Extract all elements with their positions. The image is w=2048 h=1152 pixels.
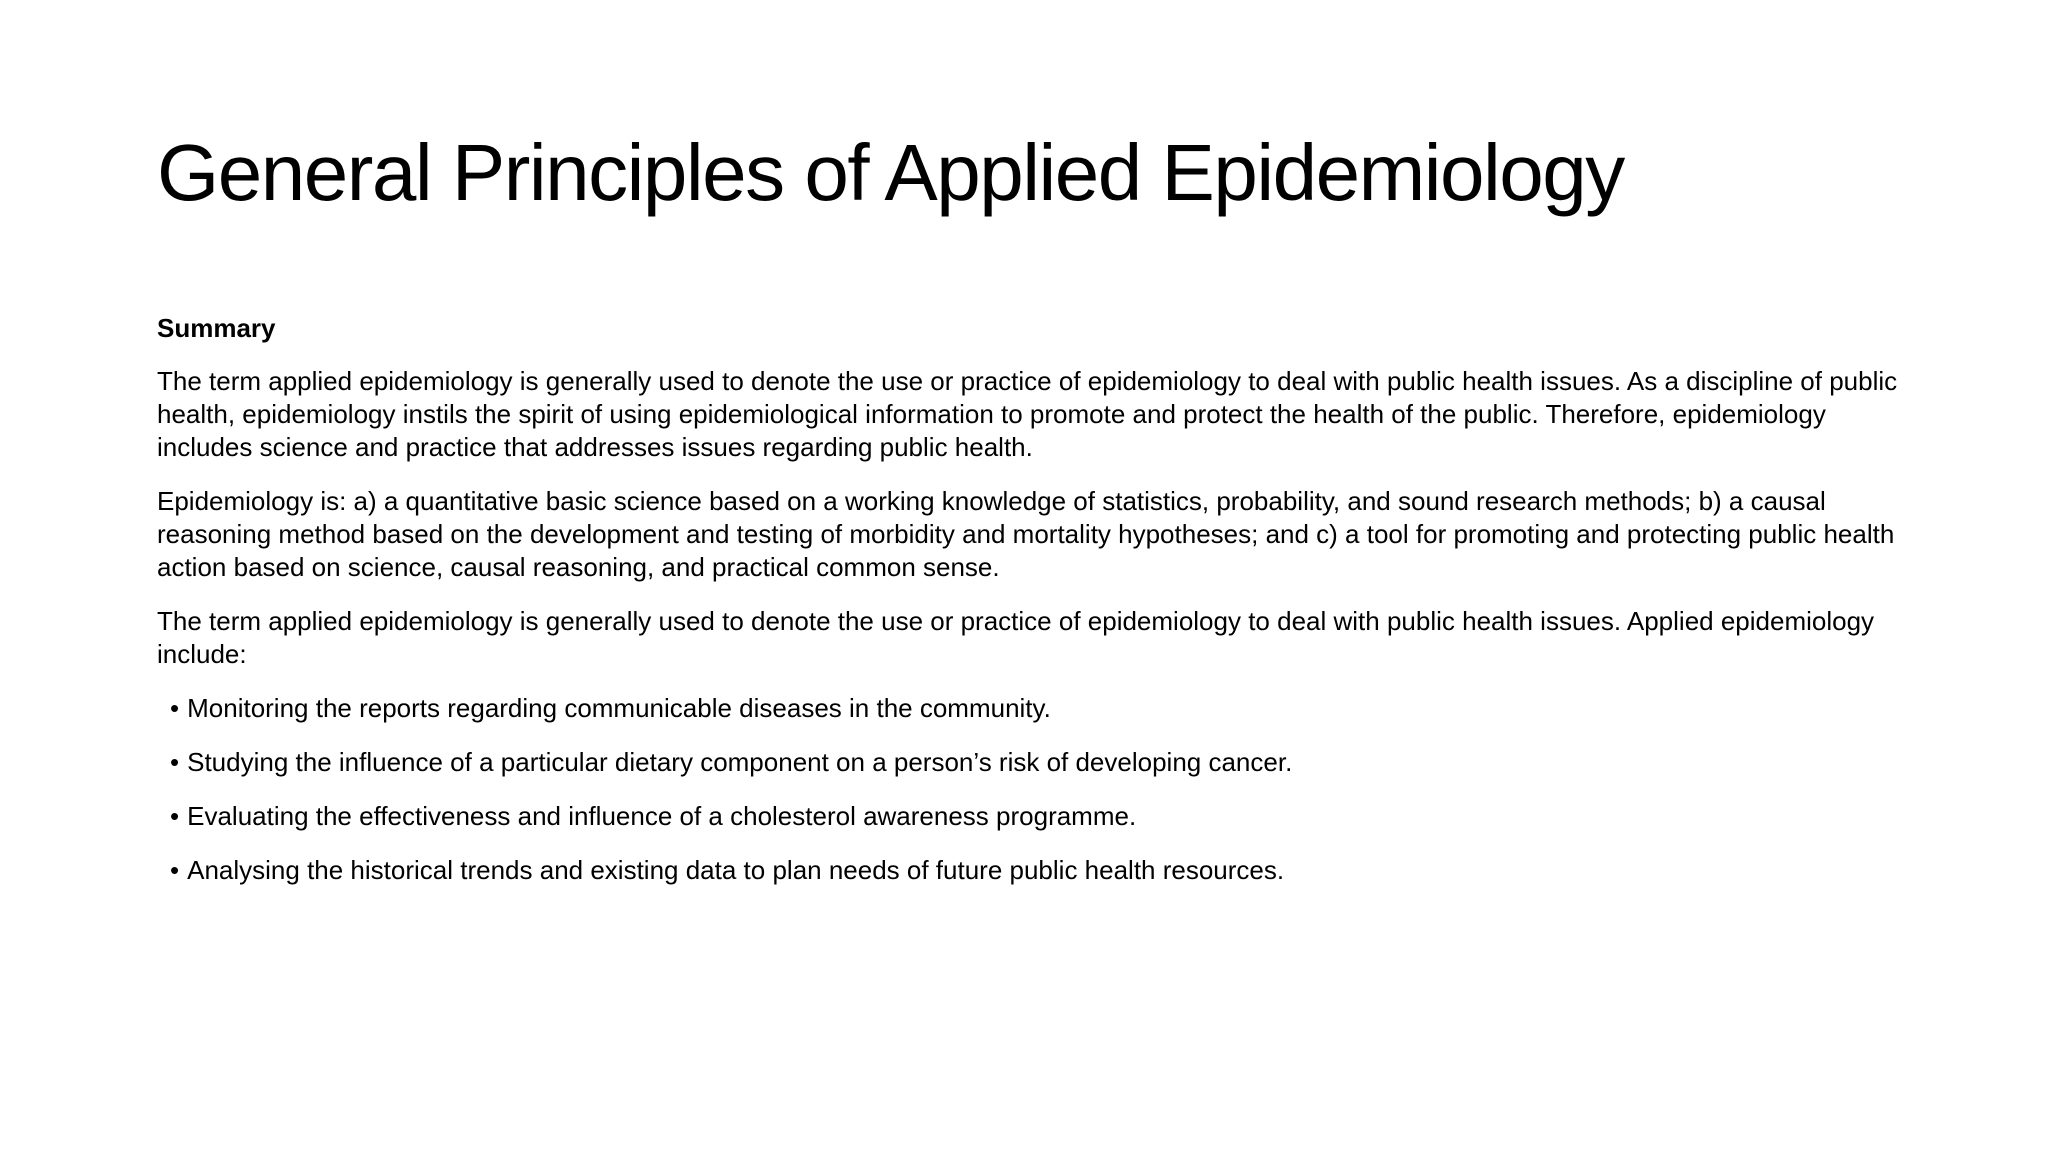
bullet-icon: • [170, 801, 180, 831]
list-item [157, 854, 1917, 887]
bullet-text: Analysing the historical trends and existing data to plan needs of future public health resources. [187, 855, 1285, 885]
list-item [157, 692, 1917, 725]
summary-heading: Summary [157, 313, 276, 343]
bullet-text: Evaluating the effectiveness and influence of a cholesterol awareness programme. [187, 801, 1137, 831]
bullet-text: Studying the influence of a particular dietary component on a person’s risk of developing cancer. [187, 747, 1293, 777]
bullet-icon: • [170, 855, 180, 885]
list-item [157, 746, 1917, 779]
paragraph-applied-epidemiology-definition: The term applied epidemiology is generally used to denote the use or practice of epidemiology to deal with public health issues. As a discipline of public health, epidemiology instils the spirit of using epidemiological information to promote and protect the health of the public. Therefore, epidemiology includes science and practice that addresses issues regarding public health. [157, 366, 1898, 462]
paragraph-epidemiology-is: Epidemiology is: a) a quantitative basic science based on a working knowledge of statistics, probability, and sound research methods; b) a causal reasoning method based on the development and testing of morbidity and mortality hypotheses; and c) a tool for promoting and protecting public health action based on science, causal reasoning, and practical common sense. [157, 486, 1895, 582]
list-item [157, 800, 1917, 833]
bullet-list [157, 692, 1917, 887]
slide-body [157, 312, 1917, 908]
bullet-text: Monitoring the reports regarding communicable diseases in the community. [187, 693, 1051, 723]
slide-title: General Principles of Applied Epidemiology [157, 128, 1624, 217]
paragraph-applied-epidemiology-include: The term applied epidemiology is generally used to denote the use or practice of epidemiology to deal with public health issues. Applied epidemiology include: [157, 606, 1875, 669]
bullet-icon: • [170, 747, 180, 777]
bullet-icon: • [170, 693, 180, 723]
